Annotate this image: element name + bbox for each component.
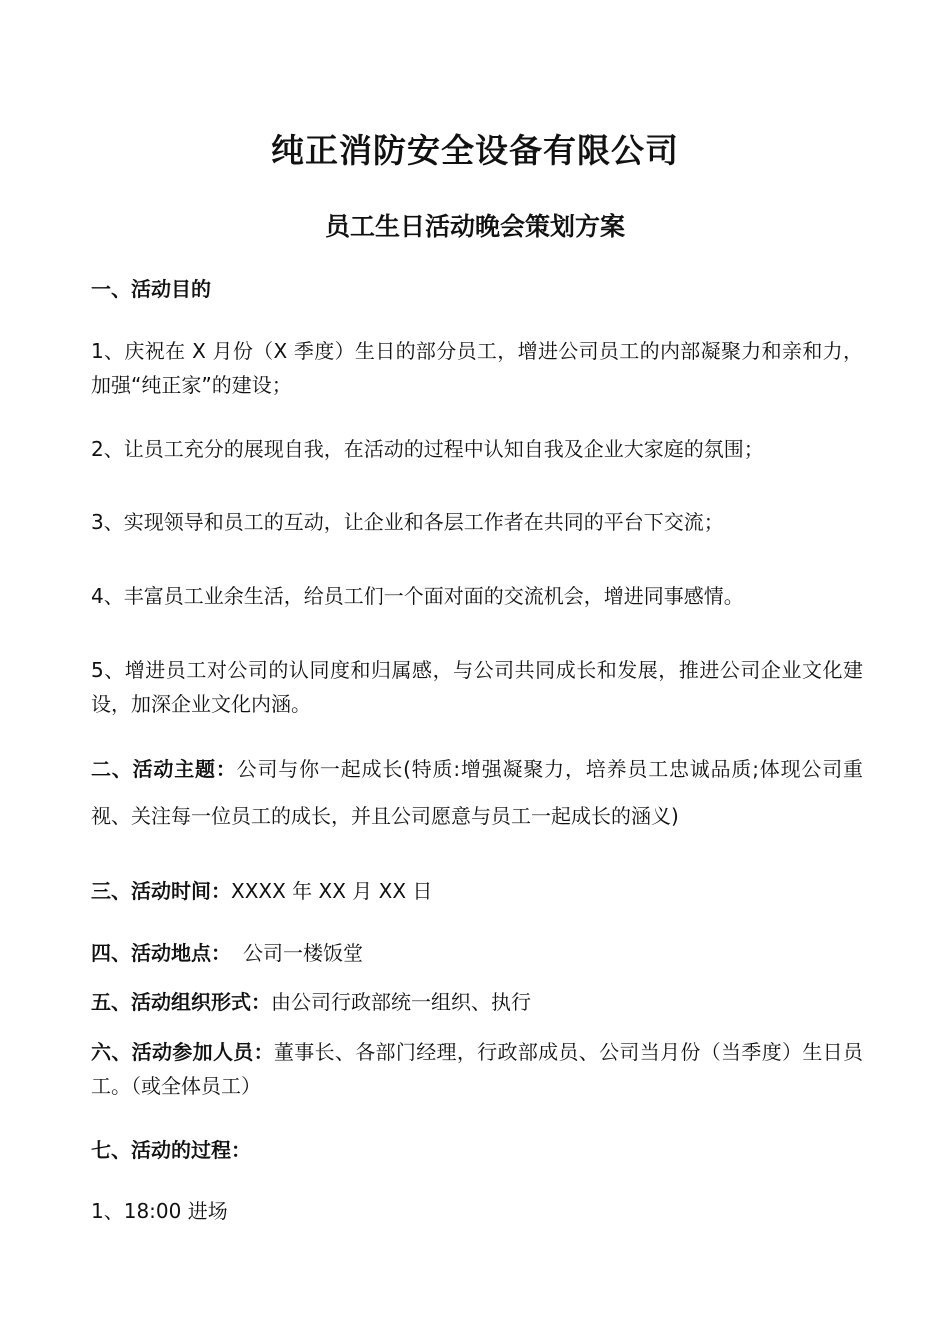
purpose-item-2: 2、让员工充分的展现自我，在活动的过程中认知自我及企业大家庭的氛围； (91, 437, 764, 461)
participants-text: 董事长、各部门经理，行政部成员、公司当月份（当季度）生日员工。（或全体员工） (91, 1040, 864, 1098)
section-heading-purpose: 一、活动目的 (91, 277, 211, 301)
section-theme (91, 746, 863, 840)
section-heading-process: 七、活动的过程： (91, 1138, 251, 1162)
document-title: 纯正消防安全设备有限公司 (271, 131, 679, 170)
section-participants (91, 1035, 863, 1103)
section-heading-location: 四、活动地点： (91, 941, 231, 965)
section-heading-format: 五、活动组织形式： (91, 990, 271, 1014)
format-text: 由公司行政部统一组织、执行 (271, 990, 531, 1014)
process-item-1: 1、18:00 进场 (91, 1199, 228, 1223)
theme-text: 公司与你一起成长(特质:增强凝聚力，培养员工忠诚品质;体现公司重视、关注每一位员工的成长，并且公司愿意与员工一起成长的涵义) (91, 757, 864, 828)
section-heading-theme: 二、活动主题： (91, 757, 237, 781)
section-heading-participants: 六、活动参加人员： (91, 1040, 274, 1064)
location-text: 公司一楼饭堂 (243, 941, 363, 965)
section-location (91, 936, 863, 970)
purpose-item-4: 4、丰富员工业余生活，给员工们一个面对面的交流机会，增进同事感情。 (91, 584, 744, 608)
purpose-item-5: 5、增进员工对公司的认同度和归属感，与公司共同成长和发展，推进公司企业文化建设，加深企业文化内涵。 (91, 658, 863, 716)
document-subtitle: 员工生日活动晚会策划方案 (324, 212, 625, 241)
purpose-item-3: 3、实现领导和员工的互动，让企业和各层工作者在共同的平台下交流； (91, 510, 724, 534)
purpose-item-1: 1、庆祝在 X 月份（X 季度）生日的部分员工，增进公司员工的内部凝聚力和亲和力，加强“纯正家”的建设； (91, 339, 863, 397)
time-text: XXXX 年 XX 月 XX 日 (231, 879, 433, 903)
section-heading-time: 三、活动时间： (91, 879, 231, 903)
section-format (91, 985, 863, 1019)
section-time (91, 874, 863, 908)
